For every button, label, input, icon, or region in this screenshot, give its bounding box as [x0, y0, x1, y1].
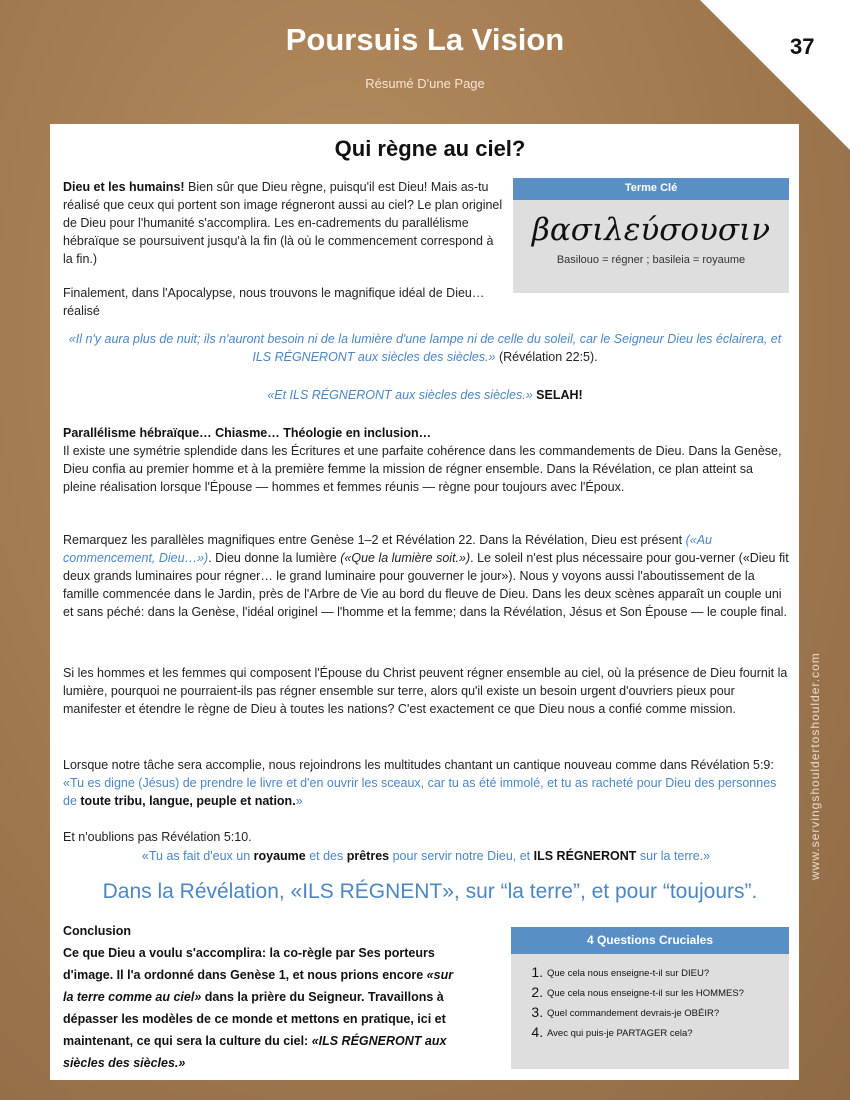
rev-5-10-q-b: et des: [305, 849, 347, 863]
quote-selah: [63, 386, 787, 404]
conclusion-section: [63, 920, 459, 1074]
rev-5-10-pretres: prêtres: [346, 849, 390, 863]
page-title: Qui règne au ciel?: [334, 136, 526, 161]
rev-5-10-quote: [63, 847, 789, 865]
quote-rev-22-5-ref: (Révélation 22:5).: [495, 350, 598, 364]
rev-5-9-quote-end: »: [295, 794, 303, 808]
selah-label: SELAH!: [532, 388, 583, 402]
page-number: 37: [790, 34, 815, 59]
quote-selah-text: «Et ILS RÉGNERONT aux siècles des siècles.»: [267, 388, 533, 402]
remarks-text-3: . Le soleil n'est plus nécessaire pour gou-verner («Dieu fit deux grands luminaires pour régner… le grand luminaire pour gouverner le jour»). Nous y voyons aussi l'aboutissement de la famille commencée dans le Jardin, près de l'Arbre de Vie au bord du fleuve de Dieu. Dans les deux scènes apparaît un couple uni et sans péché: dans la Genèse, l'idéal originel — l'homme et la femme; dans la Révélation, Jésus et Son Épouse — le couple final.: [63, 551, 789, 619]
questions-heading: 4 Questions Cruciales: [511, 927, 789, 954]
remarks-quote-1: («Au commencement, Dieu…»): [63, 533, 712, 565]
question-item: [547, 984, 789, 1000]
question-item: [547, 1024, 789, 1040]
parallelism-heading: Parallélisme hébraïque… Chiasme… Théologie en inclusion…: [63, 426, 432, 440]
parallelism-text: Il existe une symétrie splendide dans les Écritures et une parfaite cohérence dans les commandements de Dieu. Dans la Genèse, Dieu confia au premier homme et à la première femme la mission de régner ensemble. Dans la Révélation, ce plan atteint sa pleine réalisation lorsque l'Épouse — hommes et femmes réunis — règne pour toujours avec l'Époux.: [63, 444, 782, 494]
header-title: Poursuis La Vision: [285, 22, 565, 57]
bride-paragraph: Si les hommes et les femmes qui composent l'Épouse du Christ peuvent régner ensemble au ciel, où la présence de Dieu fournit la lumière, pourquoi ne pourraient-ils pas régner ensemble sur terre, alors qu'il existe un besoin urgent d'ouvriers pieux pour manifester et étendre le règne de Dieu à toutes les nations? C'est exactement ce que Dieu nous a confié comme mission.: [63, 666, 788, 716]
remarks-paragraph: [63, 531, 789, 621]
question-text: Que cela nous enseigne-t-il sur les HOMMES?: [547, 987, 744, 999]
rev-5-9-quote: «Tu es digne (Jésus) de prendre le livre et d'en ouvrir les sceaux, car tu as été immolé, et tu as racheté pour Dieu des personnes de: [63, 776, 777, 808]
rev-5-9-paragraph: [63, 756, 789, 810]
finally-paragraph: Finalement, dans l'Apocalypse, nous trouvons le magnifique idéal de Dieu… réalisé: [63, 286, 485, 318]
question-item: [547, 964, 789, 980]
conclusion-text-a: Ce que Dieu a voulu s'accomplira: la co-règle par Ses porteurs d'image. Il l'a ordonné dans Genèse 1, et nous prions encore: [63, 946, 435, 982]
key-term-box: [513, 178, 789, 293]
rev-5-10-regneront: ILS RÉGNERONT: [533, 849, 637, 863]
quote-rev-22-5: [63, 330, 787, 366]
question-text: Quel commandement devrais-je OBÉIR?: [547, 1007, 720, 1019]
rev-5-10-q-c: pour servir notre Dieu, et: [389, 849, 534, 863]
intro-paragraph: [63, 178, 503, 268]
conclusion-heading: Conclusion: [63, 924, 132, 938]
question-text: Avec qui puis-je PARTAGER cela?: [547, 1027, 693, 1039]
key-term-definition: Basilouo = régner ; basileia = royaume: [556, 254, 746, 266]
conclusion-text-c: dans la prière du Seigneur. Travaillons à dépasser les modèles de ce monde et mettons en pratique, ici et maintenant, ce qui sera la culture du ciel:: [63, 990, 446, 1048]
rev-5-10-q-a: «Tu as fait d'eux un: [141, 849, 254, 863]
key-term-label: Terme Clé: [513, 178, 789, 200]
key-term-greek: βασιλεύσουσιν: [531, 212, 771, 248]
questions-list: [511, 964, 789, 1040]
header-subtitle: Résumé D'une Page: [365, 76, 485, 91]
quote-rev-22-5-text: «Il n'y aura plus de nuit; ils n'auront besoin ni de la lumière d'une lampe ni de celle du soleil, car le Seigneur Dieu les éclairera, et ILS RÉGNERONT aux siècles des siècles.»: [68, 332, 782, 364]
remarks-text-1: Remarquez les parallèles magnifiques entre Genèse 1–2 et Révélation 22. Dans la Révélation, Dieu est présent: [63, 533, 686, 547]
remarks-quote-2: («Que la lumière soit.»): [340, 551, 471, 565]
parallelism-section: [63, 424, 789, 496]
intro-text: Bien sûr que Dieu règne, puisqu'il est Dieu! Mais as-tu réalisé que ceux qui portent son image régneront aussi au ciel? Le plan originel de Dieu pour l'humanité s'accomplira. Les en-cadrements du parallélisme hébraïque se poursuivent jusqu'à la fin (là où le commencement correspond à la fin.): [63, 180, 503, 266]
remarks-text-2: . Dieu donne la lumière: [208, 551, 341, 565]
conclusion-text-b: «sur la terre comme au ciel»: [63, 968, 454, 1004]
rev-5-9-quote-bold: toute tribu, langue, peuple et nation.: [80, 794, 296, 808]
website-watermark: www.servingshouldertoshoulder.com: [808, 652, 822, 880]
question-item: [547, 1004, 789, 1020]
conclusion-text-d: «ILS RÉGNERONT aux siècles des siècles.»: [63, 1034, 447, 1070]
rev-5-10-intro: Et n'oublions pas Révélation 5:10.: [63, 830, 252, 844]
highlight-quote: Dans la Révélation, «ILS RÉGNENT», sur “la terre”, et pour “toujours”.: [102, 880, 758, 903]
intro-lead: Dieu et les humains!: [63, 180, 185, 194]
rev-5-10-royaume: royaume: [253, 849, 306, 863]
rev-5-10-q-d: sur la terre.»: [636, 849, 711, 863]
questions-box: [511, 927, 789, 1069]
question-text: Que cela nous enseigne-t-il sur DIEU?: [547, 967, 710, 979]
rev-5-9-intro: Lorsque notre tâche sera accomplie, nous rejoindrons les multitudes chantant un cantique nouveau comme dans Révélation 5:9:: [63, 758, 774, 772]
